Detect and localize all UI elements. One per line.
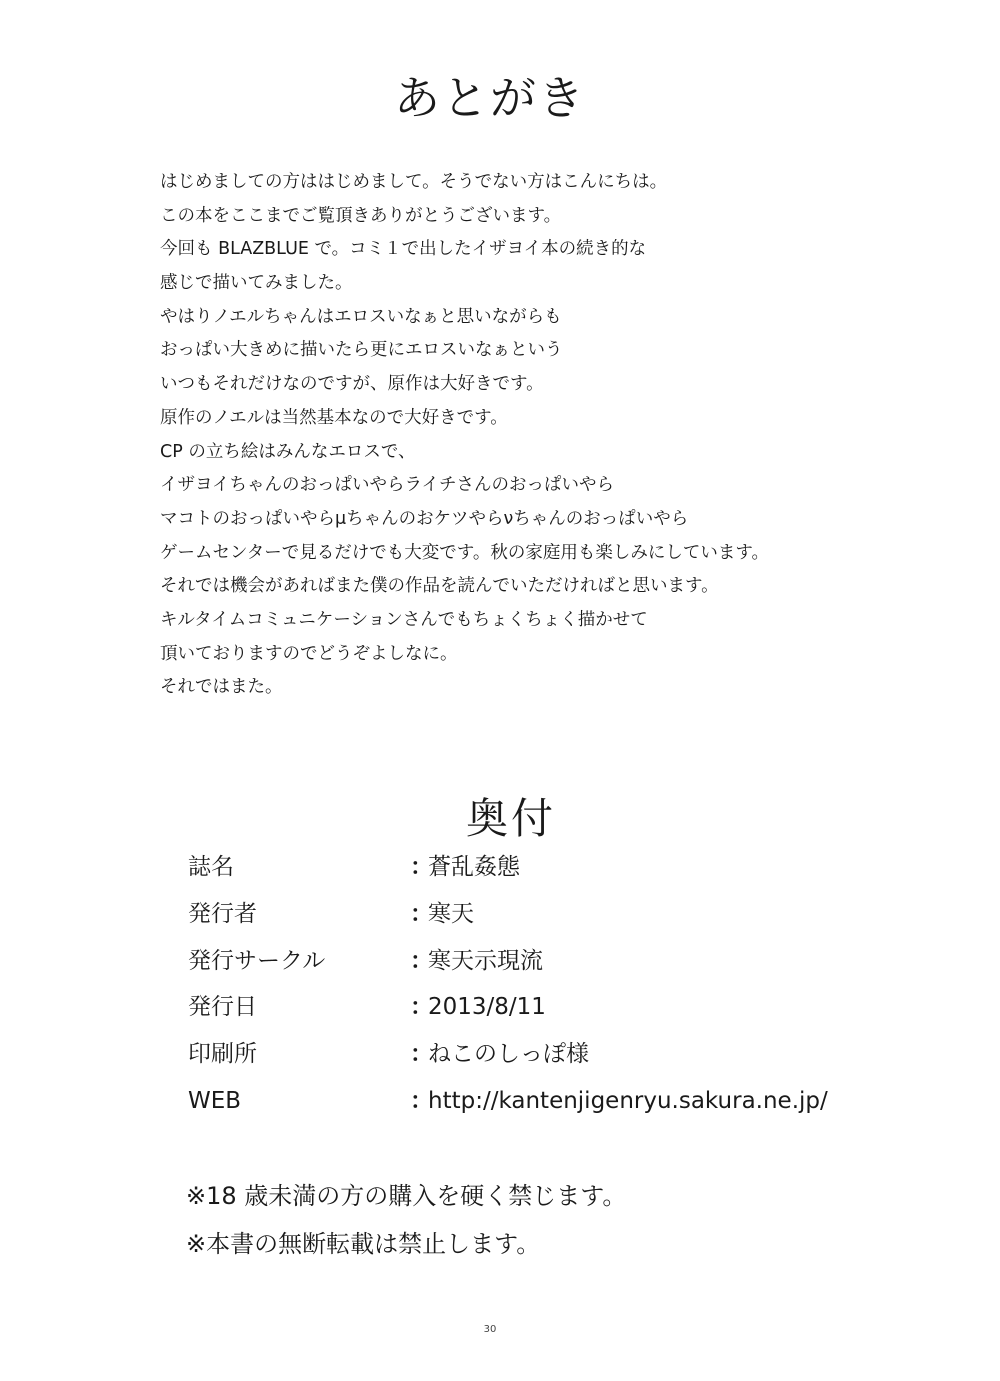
colophon-value: 寒天	[428, 900, 474, 927]
colophon-row-circle	[188, 938, 828, 985]
colophon-separator: ：	[410, 1087, 433, 1114]
afterword-line: 頂いておりますのでどうぞよしなに。	[160, 643, 458, 664]
colophon-separator: ：	[410, 994, 433, 1021]
afterword-line: ゲームセンターで見るだけでも大変です。秋の家庭用も楽しみにしています。	[160, 542, 769, 563]
colophon-label: 誌名	[188, 854, 234, 880]
colophon-separator: ：	[410, 1041, 433, 1068]
notice-list	[186, 1172, 626, 1268]
colophon-separator: ：	[410, 947, 433, 974]
colophon-row-date	[188, 984, 828, 1031]
copyright-notice: ※本書の無断転載は禁止します。	[186, 1230, 541, 1258]
colophon-label: 発行サークル	[188, 947, 326, 974]
afterword-line: イザヨイちゃんのおっぱいやらライチさんのおっぱいやら	[160, 475, 614, 496]
website-url: http://kantenjigenryu.sakura.ne.jp/	[428, 1087, 828, 1114]
colophon-value: 蒼乱姦態	[428, 854, 520, 880]
afterword-line: 今回も BLAZBLUE で。コミ１で出したイザヨイ本の続き的な	[160, 239, 647, 260]
afterword-line: マコトのおっぱいやらμちゃんのおケツやらνちゃんのおっぱいやら	[160, 508, 689, 529]
afterword-line: 原作のノエルは当然基本なので大好きです。	[160, 407, 508, 428]
colophon-row-title	[188, 844, 828, 891]
colophon-separator: ：	[410, 900, 433, 927]
colophon-label: 発行日	[188, 994, 257, 1021]
colophon-label: 発行者	[188, 900, 257, 927]
afterword-body	[160, 166, 880, 705]
colophon-row-publisher	[188, 891, 828, 938]
afterword-line: やはりノエルちゃんはエロスいなぁと思いながらも	[160, 306, 562, 327]
page-number: 30	[483, 1324, 497, 1335]
colophon-row-printer	[188, 1031, 828, 1078]
colophon-separator: ：	[410, 854, 433, 880]
afterword-line: CP の立ち絵はみんなエロスで、	[160, 441, 416, 462]
colophon-value: 寒天示現流	[428, 947, 543, 974]
colophon-row-web	[188, 1078, 828, 1125]
afterword-line: 感じで描いてみました。	[160, 273, 353, 294]
afterword-line: いつもそれだけなのですが、原作は大好きです。	[160, 374, 544, 395]
colophon-value: 2013/8/11	[428, 994, 546, 1021]
colophon-label: 印刷所	[188, 1041, 257, 1068]
colophon-table	[188, 844, 828, 1125]
afterword-line: この本をここまでご覧頂きありがとうございます。	[160, 205, 562, 226]
afterword-line: はじめましての方ははじめまして。そうでない方はこんにちは。	[160, 172, 668, 192]
colophon-value: ねこのしっぽ様	[428, 1041, 589, 1068]
afterword-line: それではまた。	[160, 677, 283, 698]
afterword-line: キルタイムコミュニケーションさんでもちょくちょく描かせて	[160, 609, 648, 630]
afterword-title: あとがき	[394, 71, 586, 125]
afterword-line: それでは機会があればまた僕の作品を読んでいただければと思います。	[160, 576, 719, 597]
afterword-line: おっぱい大きめに描いたら更にエロスいなぁという	[160, 340, 563, 361]
age-restriction-notice: ※18 歳未満の方の購入を硬く禁じます。	[186, 1182, 627, 1210]
colophon-label: WEB	[188, 1087, 242, 1114]
colophon-title: 奥付	[465, 794, 556, 843]
